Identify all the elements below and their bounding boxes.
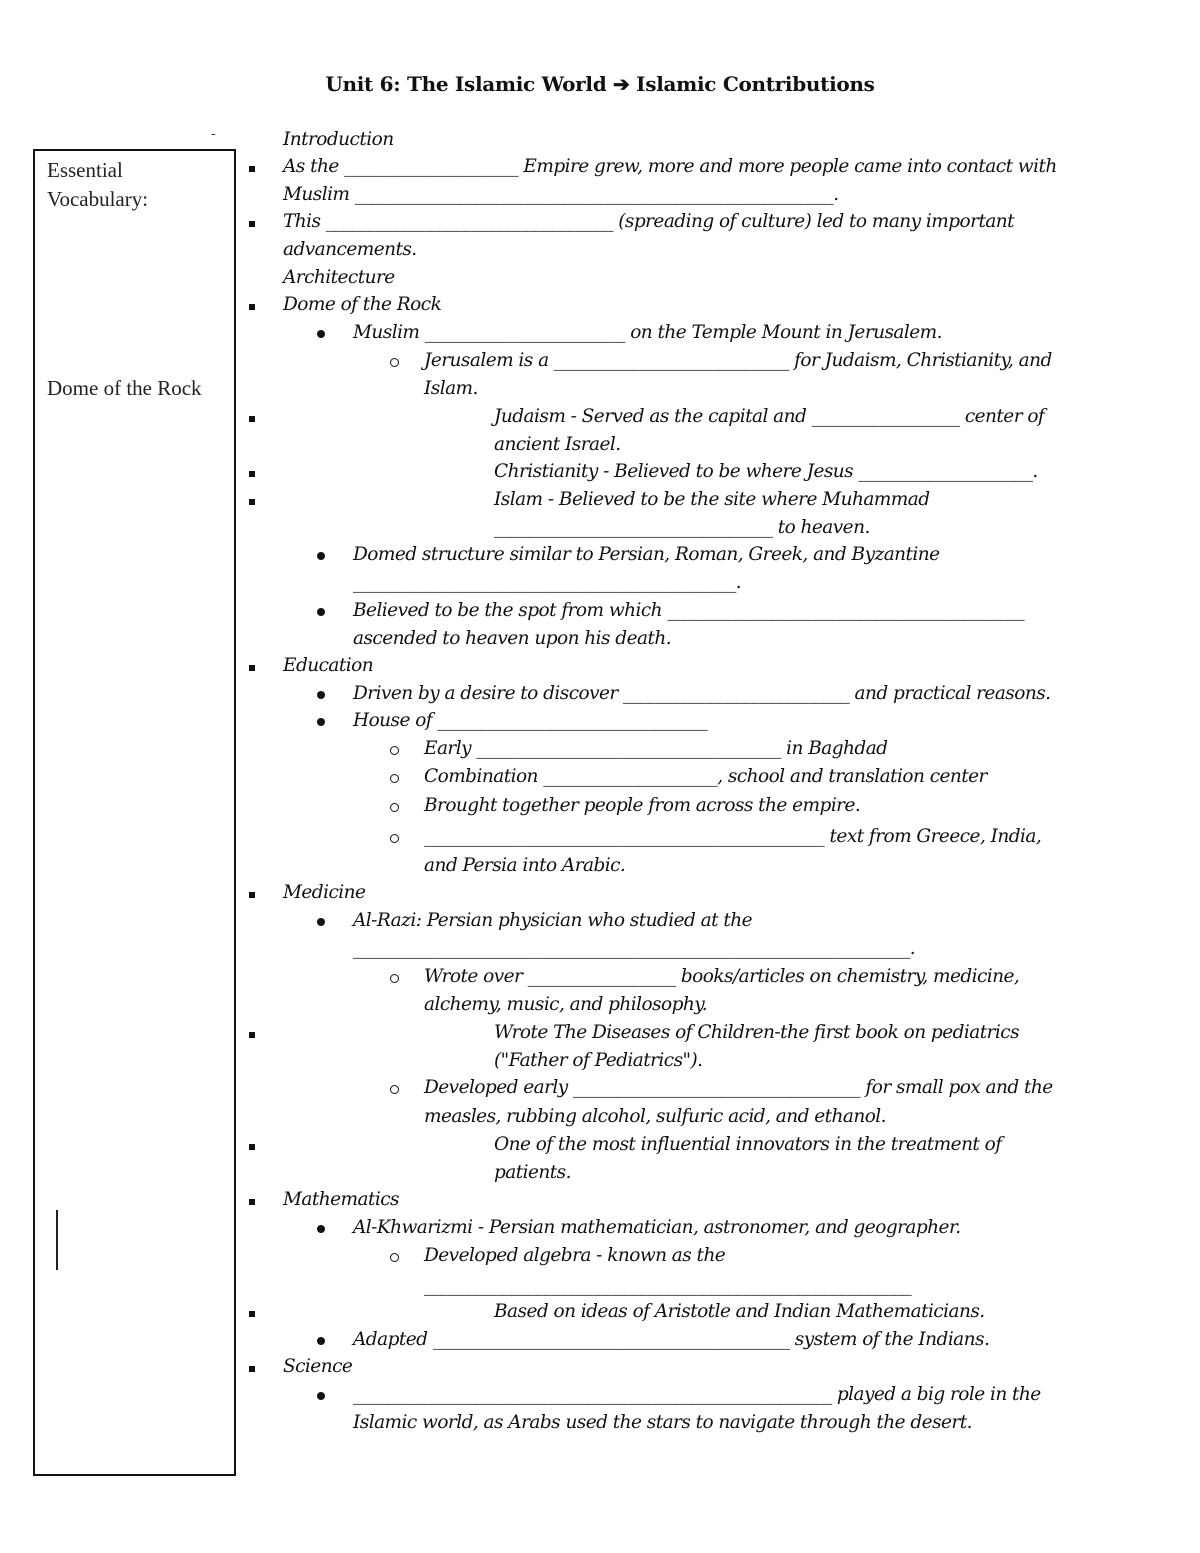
note-line: Brought together people from across the empire.: [424, 795, 861, 816]
note-line: ancient Israel.: [494, 434, 621, 455]
note-line: ____________________________________________.: [353, 572, 742, 593]
note-line: ascended to heaven upon his death.: [353, 628, 672, 649]
note-line: ________________________________________________________: [424, 1275, 912, 1296]
note-line: Believed to be the spot from which _________________________________________: [353, 600, 1025, 621]
square-bullet-icon: [249, 1311, 255, 1317]
vocabulary-heading-line2: Vocabulary:: [47, 187, 149, 211]
note-line: Adapted _________________________________________ system of the Indians.: [353, 1329, 990, 1350]
hollow-circle-bullet-icon: [390, 1085, 399, 1094]
note-line: As the ____________________ Empire grew, more and more people came into contact with: [283, 156, 1057, 177]
note-line: Islamic world, as Arabs used the stars to navigate through the desert.: [353, 1412, 972, 1433]
note-line: One of the most influential innovators in the treatment of: [494, 1134, 1002, 1155]
round-bullet-icon: [317, 330, 325, 338]
note-line: Christianity - Believed to be where Jesus ____________________.: [494, 461, 1038, 482]
note-line: Developed early _________________________________ for small pox and the: [424, 1077, 1053, 1098]
note-line: and Persia into Arabic.: [424, 855, 626, 876]
note-line: alchemy, music, and philosophy.: [424, 994, 708, 1015]
note-line: Architecture: [283, 267, 395, 288]
note-line: Introduction: [283, 129, 394, 150]
note-line: Combination ____________________, school and translation center: [424, 766, 987, 787]
square-bullet-icon: [249, 416, 255, 422]
note-line: Developed algebra - known as the: [424, 1245, 726, 1266]
round-bullet-icon: [317, 608, 325, 616]
note-line: Al-Razi: Persian physician who studied at the: [353, 910, 752, 931]
note-line: Al-Khwarizmi - Persian mathematician, astronomer, and geographer.: [353, 1217, 961, 1238]
vocabulary-heading-line1: Essential: [47, 158, 123, 182]
round-bullet-icon: [317, 918, 325, 926]
note-line: Science: [283, 1356, 353, 1377]
square-bullet-icon: [249, 1199, 255, 1205]
note-line: Wrote The Diseases of Children-the first book on pediatrics: [494, 1022, 1020, 1043]
text-cursor-line: [56, 1210, 58, 1270]
square-bullet-icon: [249, 1366, 255, 1372]
square-bullet-icon: [249, 221, 255, 227]
note-line: Judaism - Served as the capital and _________________ center of: [494, 406, 1045, 427]
page-title: Unit 6: The Islamic World ➔ Islamic Contributions: [325, 72, 875, 96]
note-line: ________________________________________________________________.: [353, 938, 916, 959]
vocabulary-term-dome-of-the-rock: Dome of the Rock: [47, 376, 202, 400]
round-bullet-icon: [317, 1337, 325, 1345]
note-line: House of _______________________________: [353, 710, 708, 731]
hollow-circle-bullet-icon: [390, 774, 399, 783]
note-line: Jerusalem is a ___________________________ for Judaism, Christianity, and: [424, 350, 1052, 371]
note-line: Domed structure similar to Persian, Roman, Greek, and Byzantine: [353, 544, 940, 565]
hollow-circle-bullet-icon: [390, 746, 399, 755]
square-bullet-icon: [249, 1144, 255, 1150]
note-line: Islam - Believed to be the site where Muhammad: [494, 489, 930, 510]
round-bullet-icon: [317, 718, 325, 726]
note-line: This _________________________________ (spreading of culture) led to many important: [283, 211, 1015, 232]
note-line: Dome of the Rock: [283, 294, 442, 315]
note-line: ______________________________________________ text from Greece, India,: [424, 826, 1042, 847]
note-line: Muslim _______________________ on the Temple Mount in Jerusalem.: [353, 322, 943, 343]
square-bullet-icon: [249, 471, 255, 477]
square-bullet-icon: [249, 665, 255, 671]
round-bullet-icon: [317, 552, 325, 560]
hollow-circle-bullet-icon: [390, 834, 399, 843]
note-line: Based on ideas of Aristotle and Indian Mathematicians.: [494, 1301, 985, 1322]
note-line: measles, rubbing alcohol, sulfuric acid, and ethanol.: [424, 1106, 887, 1127]
hollow-circle-bullet-icon: [390, 358, 399, 367]
note-line: advancements.: [283, 239, 417, 260]
round-bullet-icon: [317, 691, 325, 699]
note-line: Mathematics: [283, 1189, 399, 1210]
round-bullet-icon: [317, 1392, 325, 1400]
hollow-circle-bullet-icon: [390, 803, 399, 812]
hollow-circle-bullet-icon: [390, 1253, 399, 1262]
note-line: Driven by a desire to discover __________________________ and practical reasons.: [353, 683, 1051, 704]
round-bullet-icon: [317, 1225, 325, 1233]
note-line: Early ___________________________________ in Baghdad: [424, 738, 888, 759]
note-line: Education: [283, 655, 374, 676]
square-bullet-icon: [249, 304, 255, 310]
square-bullet-icon: [249, 166, 255, 172]
square-bullet-icon: [249, 892, 255, 898]
note-line: Islam.: [424, 378, 478, 399]
note-line: Muslim _______________________________________________________.: [283, 184, 839, 205]
vocabulary-box: [33, 149, 236, 1476]
note-line: patients.: [494, 1162, 571, 1183]
dash-mark: -: [211, 126, 216, 142]
note-line: Wrote over _________________ books/articles on chemistry, medicine,: [424, 966, 1020, 987]
square-bullet-icon: [249, 1032, 255, 1038]
note-line: ("Father of Pediatrics").: [494, 1050, 703, 1071]
note-line: _______________________________________________________ played a big role in the: [353, 1384, 1041, 1405]
note-line: Medicine: [283, 882, 366, 903]
note-line: ________________________________ to heaven.: [494, 517, 870, 538]
square-bullet-icon: [249, 499, 255, 505]
hollow-circle-bullet-icon: [390, 974, 399, 983]
